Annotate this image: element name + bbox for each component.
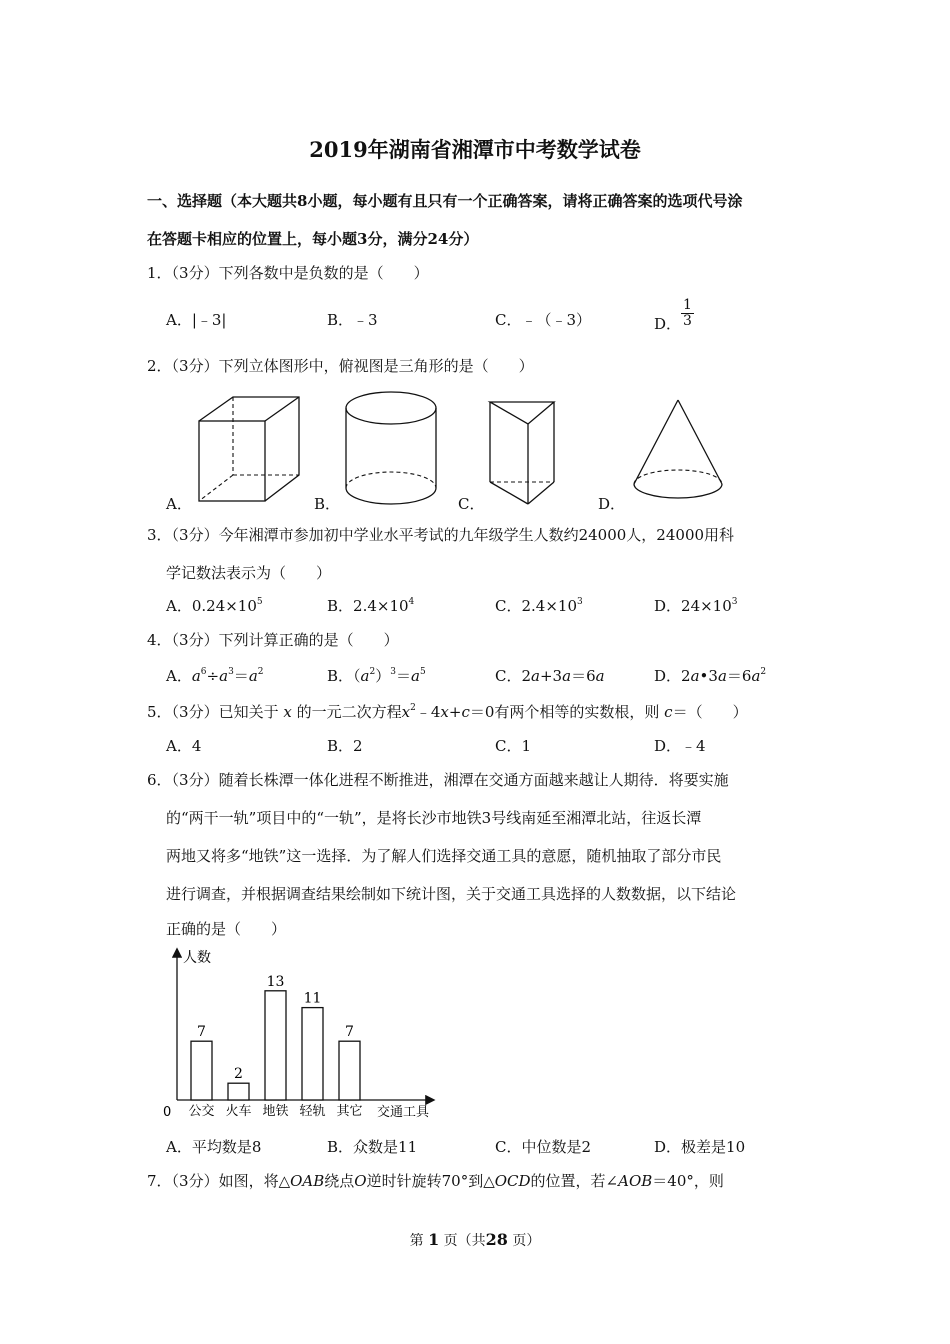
q3-option-d-base: D．24×10: [654, 597, 732, 615]
q5-text: 5．（3分）已知关于: [147, 703, 279, 721]
triangular-prism-figure: [488, 398, 560, 506]
equals: ＝: [233, 667, 249, 685]
q3-option-d-exponent: 3: [731, 597, 738, 607]
exponent: 2: [257, 667, 264, 677]
transport-bar-chart: [155, 940, 455, 1125]
var-x: x: [440, 703, 449, 721]
q2-stem: 2．（3分）下列立体图形中，俯视图是三角形的是（ ）: [147, 357, 534, 375]
exponent: 5: [419, 667, 426, 677]
equals: ＝6: [571, 667, 596, 685]
q5-text: +: [448, 703, 462, 721]
q4-a-label: A．: [166, 667, 192, 685]
var-a: a: [219, 667, 229, 685]
q2-option-b: B．: [314, 495, 341, 513]
category-label: 地铁: [262, 1104, 289, 1119]
q4-option-b: [327, 665, 426, 686]
footer-text: 第: [409, 1233, 424, 1249]
q3-stem-line2: 学记数法表示为（ ）: [166, 564, 332, 582]
origin-label: 0: [163, 1105, 172, 1120]
q4-b-label: B．（: [327, 667, 361, 685]
var-a: a: [562, 667, 572, 685]
q6-stem-line2: 的“两干一轨”项目中的“一轨”，是将长沙市地铁3号线南延至湘潭北站，往返长潭: [166, 809, 702, 827]
bar-1: [228, 1083, 249, 1100]
q1-stem: 1．（3分）下列各数中是负数的是（ ）: [147, 264, 429, 282]
fraction-denominator: 3: [683, 313, 692, 329]
q6-stem-line3: 两地又将多“地铁”这一选择．为了解人们选择交通工具的意愿，随机抽取了部分市民: [166, 847, 722, 865]
q3-option-b-base: B．2.4×10: [327, 597, 409, 615]
q5-text: ﹣4: [415, 703, 441, 721]
category-label: 其它: [336, 1104, 363, 1119]
q2-option-d: D．: [598, 495, 626, 513]
q3-option-a: [166, 595, 263, 616]
var-a: a: [690, 667, 700, 685]
footer-text: 页（共: [443, 1233, 486, 1249]
operator: ÷: [206, 667, 220, 685]
bar-value-label: 7: [197, 1024, 206, 1041]
q5-text: ＝0有两个相等的实数根，则: [469, 703, 660, 721]
q6-option-a: A．平均数是8: [166, 1138, 262, 1156]
y-axis-label: 人数: [183, 950, 211, 966]
var-o: O: [354, 1172, 367, 1190]
q4-option-d: [654, 665, 766, 686]
q5-option-c: C．1: [495, 737, 532, 755]
var-a: a: [191, 667, 201, 685]
var-a: a: [531, 667, 540, 685]
var-x: x: [401, 703, 411, 721]
q4-c-label: C．2: [495, 667, 532, 685]
q3-option-d: [654, 595, 738, 616]
exponent: 3: [390, 667, 396, 677]
fraction-numerator: 1: [683, 297, 692, 313]
q7-text: 的位置，若∠: [530, 1172, 619, 1190]
operator: +3: [539, 667, 563, 685]
operator: •3: [699, 667, 718, 685]
q6-stem-line1: 6．（3分）随着长株潭一体化进程不断推进，湘潭在交通方面越来越让人期待．将要实施: [147, 771, 729, 789]
bar-2: [265, 991, 286, 1100]
cylinder-figure: [342, 390, 442, 510]
section-heading-line1: 一、选择题（本大题共8小题，每小题有且只有一个正确答案，请将正确答案的选项代号涂: [147, 192, 743, 210]
bar-value-label: 7: [345, 1024, 354, 1041]
q7-text: ＝40°，则: [652, 1172, 724, 1190]
q2-option-a: A．: [166, 495, 192, 513]
bar-value-label: 2: [234, 1066, 243, 1083]
q7-text: 7．（3分）如图，将△: [147, 1172, 291, 1190]
category-label: 火车: [225, 1104, 252, 1119]
bar-value-label: 11: [303, 990, 322, 1007]
q3-option-c-base: C．2.4×10: [495, 597, 577, 615]
q6-option-d: D．极差是10: [654, 1138, 746, 1156]
var-a: a: [360, 667, 370, 685]
bar-value-label: 13: [266, 973, 285, 990]
var-aob: AOB: [618, 1172, 653, 1190]
q3-option-a-base: A．0.24×10: [166, 597, 257, 615]
page-title: 2019年湖南省湘潭市中考数学试卷: [309, 137, 641, 162]
q2-option-c: C．: [458, 495, 485, 513]
var-c: c: [664, 703, 673, 721]
var-a: a: [595, 667, 605, 685]
exponent: 2: [760, 667, 767, 677]
x-axis-label: 交通工具: [377, 1105, 430, 1120]
q3-option-c: [495, 595, 583, 616]
q1-option-c: C．﹣（﹣3）: [495, 311, 592, 329]
footer-text: 页）: [512, 1233, 541, 1249]
q1-option-d-label: D．: [654, 314, 682, 333]
q3-option-c-exponent: 3: [577, 597, 583, 607]
q1-option-d: [654, 297, 694, 333]
q4-d-label: D．2: [654, 667, 691, 685]
q6-option-c: C．中位数是2: [495, 1138, 592, 1156]
q6-stem-line4: 进行调查，并根据调查结果绘制如下统计图，关于交通工具选择的人数数据，以下结论: [166, 885, 737, 903]
bar-3: [302, 1008, 323, 1100]
exponent: 2: [410, 703, 416, 713]
exponent: 3: [228, 667, 234, 677]
var-a: a: [410, 667, 420, 685]
var-a: a: [717, 667, 727, 685]
cone-figure: [630, 396, 726, 510]
bar-0: [191, 1041, 212, 1100]
q7-stem: [147, 1170, 724, 1191]
var-oab: OAB: [290, 1172, 325, 1190]
section-heading-line2: 在答题卡相应的位置上，每小题3分，满分24分）: [147, 230, 479, 248]
q5-text: ＝（ ）: [672, 703, 748, 721]
q4-option-a: [166, 665, 264, 686]
var-x: x: [283, 703, 292, 721]
var-a: a: [751, 667, 761, 685]
category-label: 轻轨: [299, 1104, 326, 1119]
total-pages: 28: [485, 1230, 508, 1249]
q5-stem: [147, 701, 748, 722]
q7-text: 逆时针旋转70°到△: [366, 1172, 495, 1190]
equals: ＝: [395, 667, 411, 685]
var-a: a: [248, 667, 258, 685]
page-footer: [0, 1230, 950, 1250]
page-number: 1: [428, 1230, 440, 1249]
q3-option-a-exponent: 5: [256, 597, 263, 607]
q7-text: 绕点: [324, 1172, 355, 1190]
bar-4: [339, 1041, 360, 1100]
q4-option-c: [495, 665, 605, 686]
q5-option-b: B．2: [327, 737, 363, 755]
q3-option-b: [327, 595, 414, 616]
fraction-one-third: [681, 298, 694, 329]
equals: ＝6: [726, 667, 752, 685]
q1-option-b: B．﹣3: [327, 311, 378, 329]
q5-text: 的一元二次方程: [296, 703, 402, 721]
q5-option-a: A．4: [166, 737, 202, 755]
q6-option-b: B．众数是11: [327, 1138, 418, 1156]
var-ocd: OCD: [494, 1172, 531, 1190]
q5-option-d: D．﹣4: [654, 737, 706, 755]
exponent: 6: [200, 667, 207, 677]
var-c: c: [461, 703, 470, 721]
q6-stem-line5: 正确的是（ ）: [166, 920, 287, 938]
q1-option-a: A．|﹣3|: [166, 311, 227, 329]
q4-stem: 4．（3分）下列计算正确的是（ ）: [147, 631, 399, 649]
cube-figure: [195, 395, 305, 505]
paren-close: ）: [375, 667, 391, 685]
category-label: 公交: [188, 1104, 215, 1119]
q3-option-b-exponent: 4: [408, 597, 415, 607]
q3-stem-line1: 3．（3分）今年湘潭市参加初中学业水平考试的九年级学生人数约24000人，24000用科: [147, 526, 735, 544]
exponent: 2: [369, 667, 376, 677]
